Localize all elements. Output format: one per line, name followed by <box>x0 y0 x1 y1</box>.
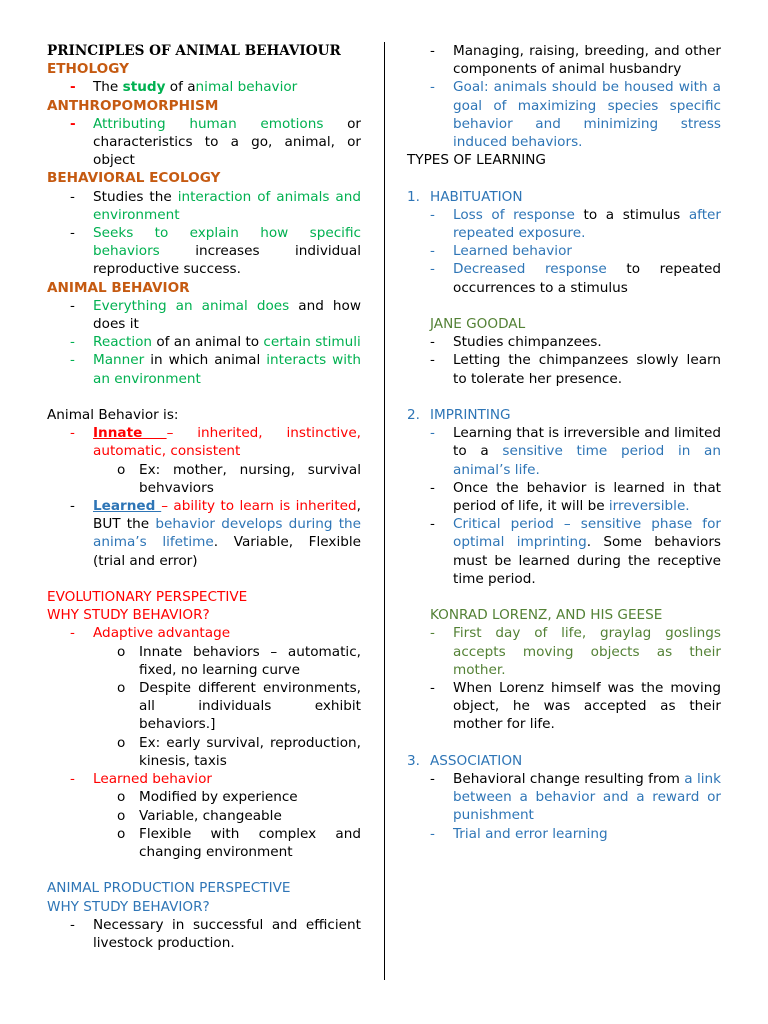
ethology-heading: ETHOLOGY <box>47 61 129 78</box>
production-heading: ANIMAL PRODUCTION PERSPECTIVE <box>47 880 291 897</box>
dash-marker: - <box>70 425 75 442</box>
circle-marker: o <box>117 825 126 842</box>
lorenz-bullet-2: - When Lorenz himself was the moving object, he was accepted as their mother for life. <box>430 680 721 733</box>
animal-behavior-intro: Animal Behavior is: <box>47 407 179 424</box>
evolutionary-heading: EVOLUTIONARY PERSPECTIVE <box>47 589 248 606</box>
goodal-heading: JANE GOODAL <box>430 316 526 333</box>
animal-behavior-heading: ANIMAL BEHAVIOR <box>47 279 190 296</box>
adaptive-item: o Despite different environments, all individuals exhibit behaviors.] <box>117 680 361 733</box>
association-bullet-2: - Trial and error learning <box>430 825 608 842</box>
lorenz-heading: KONRAD LORENZ, AND HIS GEESE <box>430 607 663 624</box>
imprinting-bullet-1: - Learning that is irreversible and limited to a sensitive time period in an animal’s life. <box>430 425 721 478</box>
left-column <box>47 42 361 952</box>
dash-marker: - <box>430 261 435 278</box>
goal-bullet: - Goal: animals should be housed with a goal of maximizing species specific behavior and minimizing stress induced behaviors. <box>430 79 721 151</box>
dash-marker: - <box>70 225 75 242</box>
dash-marker: - <box>70 771 75 788</box>
right-column <box>407 42 721 843</box>
goodal-bullet-1: - Studies chimpanzees. <box>430 334 602 351</box>
circle-marker: o <box>117 461 126 478</box>
dash-marker: - <box>430 352 435 369</box>
ethology-bullet: - The study of animal behavior <box>70 79 298 96</box>
dash-marker: - <box>430 771 435 788</box>
innate-bullet: - Innate – inherited, instinctive, automatic, consistent <box>70 425 362 460</box>
dash-marker: - <box>430 43 435 59</box>
dash-marker: - <box>70 79 76 96</box>
habituation-bullet-1: - Loss of response to a stimulus after repeated exposure. <box>430 206 721 242</box>
dash-marker: - <box>430 625 435 642</box>
adaptive-item: o Innate behaviors – automatic, fixed, no learning curve <box>117 643 361 678</box>
imprinting-bullet-2: - Once the behavior is learned in that period of life, it will be irreversible. <box>430 479 721 515</box>
circle-marker: o <box>117 680 126 697</box>
adaptive-advantage-bullet: - Adaptive advantage <box>70 625 231 642</box>
dash-marker: - <box>70 625 75 642</box>
evolutionary-subheading: WHY STUDY BEHAVIOR? <box>47 607 210 624</box>
dash-marker: - <box>70 334 75 351</box>
learned-item: o Variable, changeable <box>117 807 282 824</box>
dash-marker: - <box>430 206 435 223</box>
imprinting-heading: 2. IMPRINTING <box>407 407 511 424</box>
dash-marker: - <box>70 352 75 369</box>
learned-behavior-bullet: - Learned behavior <box>70 771 212 788</box>
innate-example: o Ex: mother, nursing, survival behvaviors <box>117 461 361 496</box>
dash-marker: - <box>70 297 75 314</box>
dash-marker: - <box>430 79 435 96</box>
circle-marker: o <box>117 789 126 806</box>
imprinting-bullet-3: - Critical period – sensitive phase for optimal imprinting. Some behaviors must be learned during the receptive time period. <box>430 516 722 587</box>
anthropomorphism-bullet: - Attributing human emotions or characteristics to a go, animal, or object <box>70 115 361 169</box>
dash-marker: - <box>430 243 435 260</box>
association-heading: 3. ASSOCIATION <box>407 752 523 769</box>
habituation-bullet-2: - Learned behavior <box>430 243 572 260</box>
animal-behavior-bullet-3: - Manner in which animal interacts with an environment <box>70 352 361 387</box>
production-subheading: WHY STUDY BEHAVIOR? <box>47 898 210 915</box>
column-divider <box>384 42 385 980</box>
dash-marker: - <box>70 115 76 132</box>
dash-marker: - <box>430 680 435 697</box>
circle-marker: o <box>117 643 126 660</box>
behavioral-ecology-heading: BEHAVIORAL ECOLOGY <box>47 170 221 187</box>
circle-marker: o <box>117 734 126 751</box>
circle-marker: o <box>117 807 126 824</box>
document-title: PRINCIPLES OF ANIMAL BEHAVIOUR <box>47 43 341 59</box>
production-bullet: - Necessary in successful and efficient livestock production. <box>70 916 361 951</box>
association-bullet-1: - Behavioral change resulting from a link between a behavior and a reward or punishment <box>430 771 721 824</box>
dash-marker: - <box>430 516 435 533</box>
dash-marker: - <box>430 334 435 351</box>
dash-marker: - <box>70 498 75 515</box>
types-of-learning-heading: TYPES OF LEARNING <box>407 152 546 169</box>
dash-marker: - <box>430 425 435 442</box>
lorenz-bullet-1: - First day of life, graylag goslings accepts moving objects as their mother. <box>430 625 721 678</box>
habituation-heading: 1. HABITUATION <box>407 188 523 205</box>
learned-item: o Flexible with complex and changing environment <box>117 825 361 860</box>
animal-behavior-bullet-2: - Reaction of an animal to certain stimuli <box>70 334 361 351</box>
learned-bullet: - Learned – ability to learn is inherited, BUT the behavior develops during the anima’s lifetime. Variable, Flexible (trial and error) <box>70 498 362 569</box>
learned-item: o Modified by experience <box>117 789 298 806</box>
behavioral-ecology-bullet-1: - Studies the interaction of animals and environment <box>70 188 361 223</box>
dash-marker: - <box>70 916 75 933</box>
anthropomorphism-heading: ANTHROPOMORPHISM <box>47 97 219 114</box>
dash-marker: - <box>70 188 75 205</box>
dash-marker: - <box>430 825 435 842</box>
habituation-bullet-3: - Decreased response to repeated occurrences to a stimulus <box>430 261 721 296</box>
dash-marker: - <box>430 479 435 496</box>
goodal-bullet-2: - Letting the chimpanzees slowly learn to tolerate her presence. <box>430 352 721 387</box>
behavioral-ecology-bullet-2: - Seeks to explain how specific behaviors increases individual reproductive success. <box>70 225 361 278</box>
adaptive-item: o Ex: early survival, reproduction, kinesis, taxis <box>117 734 361 769</box>
animal-behavior-bullet-1: - Everything an animal does and how does it <box>70 297 361 333</box>
managing-bullet: - Managing, raising, breeding, and other components of animal husbandry <box>430 43 721 78</box>
